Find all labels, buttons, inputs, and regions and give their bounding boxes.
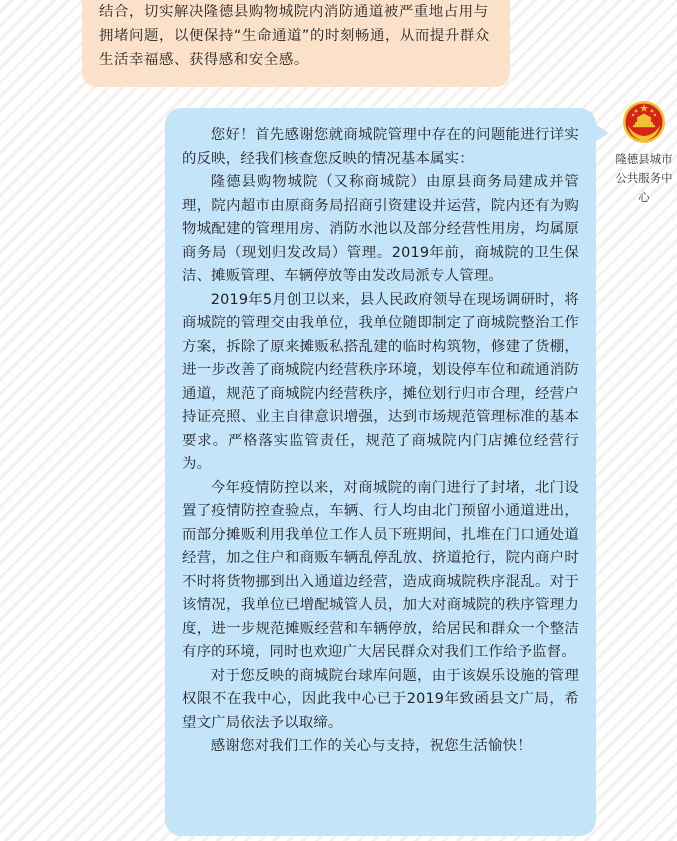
reply-paragraph: 对于您反映的商城院台球库问题，由于该娱乐设施的管理权限不在我中心，因此我中心已于2019年致函县文广局，希望文广局依法予以取缔。: [182, 667, 579, 731]
reply-paragraph: 2019年5月创卫以来，县人民政府领导在现场调研时，将商城院的管理交由我单位，我单位随即制定了商城院整治工作方案，拆除了原来摊贩私搭乱建的临时构筑物，修建了货棚，进一步改善了商城院内经营秩序环境，划设停车位和疏通消防通道，规范了商城院内经营秩序，摊位划行归市合理，经营户持证亮照、业主自律意识增强，达到市场规范管理标准的基本要求。严格落实监管责任，规范了商城院内门店摊位经营行为。: [182, 291, 579, 472]
reply-paragraph: 今年疫情防控以来，对商城院的南门进行了封堵，北门设置了疫情防控查验点，车辆、行人均由北门预留小通道进出，而部分摊贩利用我单位工作人员下班期间，扎堆在门口通处道经营，加之住户和商贩车辆乱停乱放、挤道抢行，院内商户时不时将货物挪到出入通道边经营，造成商城院秩序混乱。对于该情况，我单位已增配城管人员，加大对商城院的秩序管理力度，进一步规范摊贩经营和车辆停放，给居民和群众一个整洁有序的环境，同时也欢迎广大居民群众对我们工作给予监督。: [182, 479, 579, 660]
sender-name: 隆德县城市公共服务中心: [615, 152, 673, 204]
user-message-bubble: [82, 0, 510, 87]
reply-message-bubble: [165, 108, 596, 836]
reply-paragraph: 感谢您对我们工作的关心与支持，祝您生活愉快！: [210, 738, 532, 754]
reply-paragraph: 隆德县购物城院（又称商城院）由原县商务局建成并管理，院内超市由原商务局招商引资建设并运营，院内还有为购物城配建的管理用房、消防水池以及部分经营性用房，均属原商务局（现划归发改局）管理。2019年前，商城院的卫生保洁、摊贩管理、车辆停放等由发改局派专人管理。: [182, 174, 579, 284]
reply-bubble-tail: [595, 124, 609, 142]
national-emblem-icon: [622, 100, 666, 144]
sender-avatar[interactable]: [622, 100, 666, 144]
user-message-text: 结合，切实解决隆德县购物城院内消防通道被严重地占用与拥堵问题，以便保持“生命通道”的时刻畅通，从而提升群众生活幸福感、获得感和安全感。: [99, 4, 490, 68]
reply-paragraph: 您好！首先感谢您就商城院管理中存在的问题能进行详实的反映，经我们核查您反映的情况基本属实：: [182, 127, 579, 167]
